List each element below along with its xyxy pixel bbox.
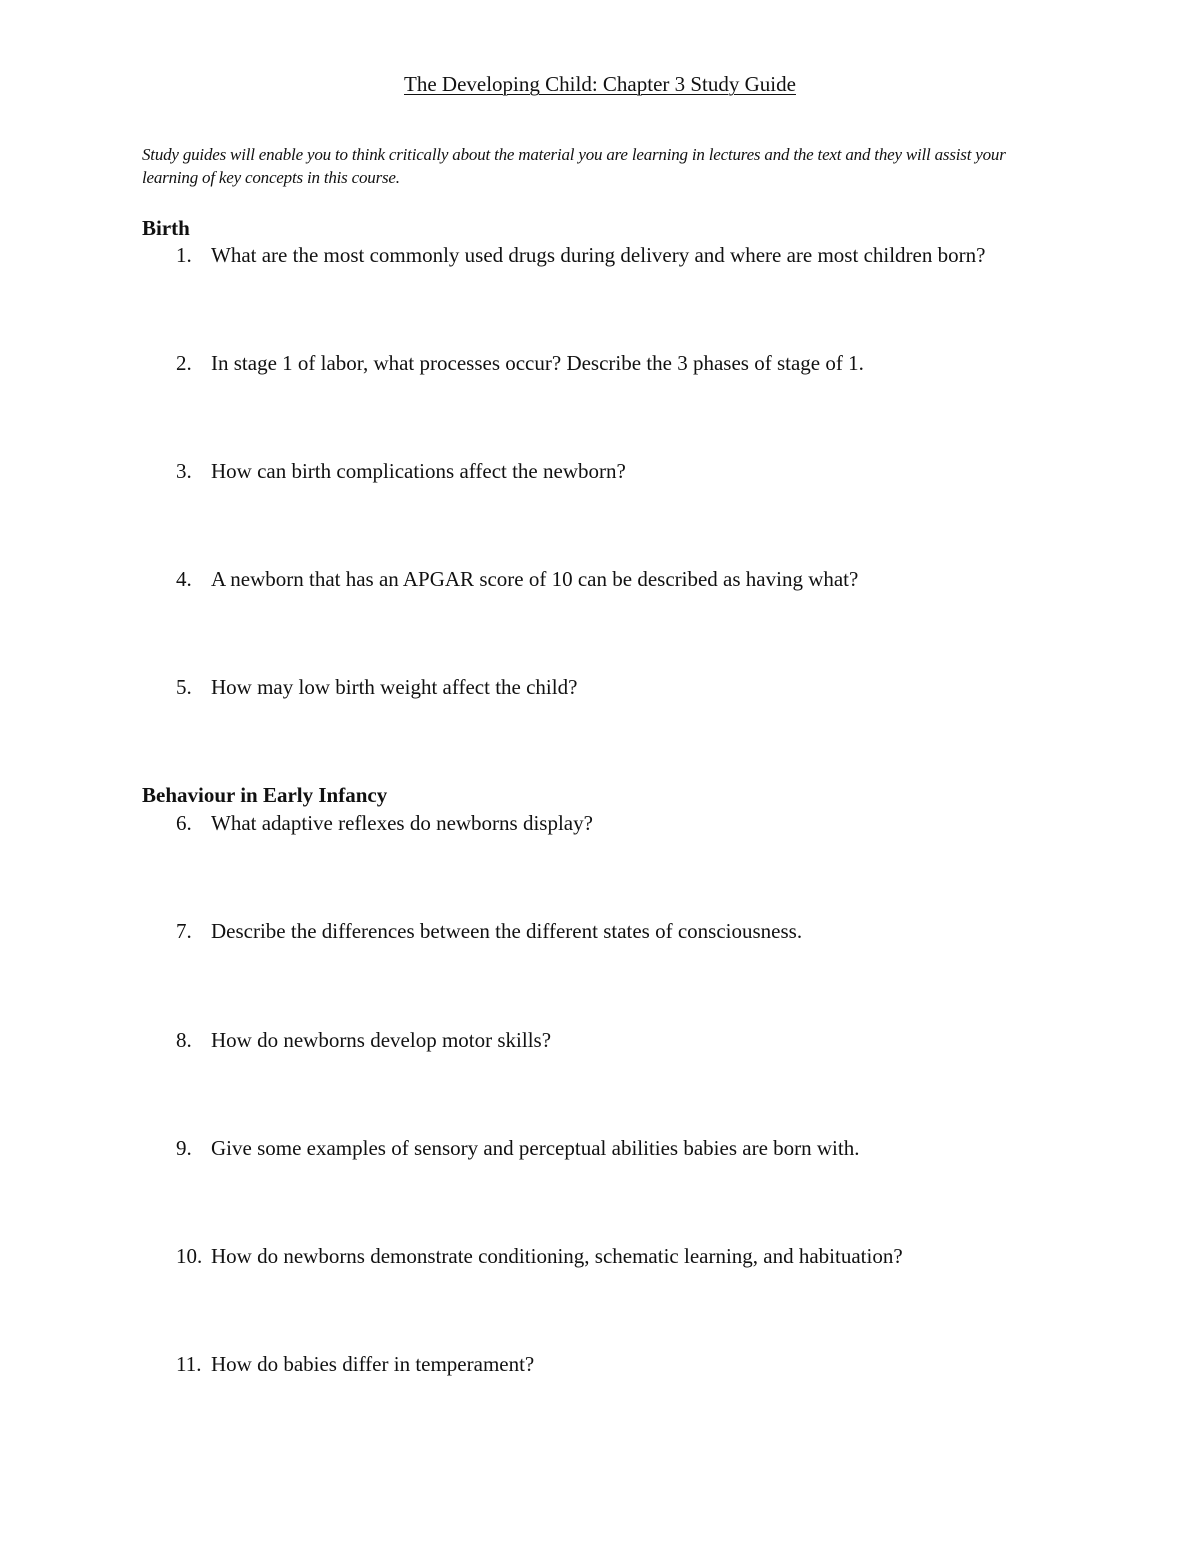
question-text: What adaptive reflexes do newborns display? bbox=[211, 811, 593, 835]
question-text: A newborn that has an APGAR score of 10 can be described as having what? bbox=[211, 567, 859, 591]
question-6 bbox=[142, 809, 1042, 837]
section-heading-birth: Birth bbox=[142, 216, 190, 240]
question-number: 2. bbox=[176, 351, 192, 375]
question-text: How do newborns develop motor skills? bbox=[211, 1028, 552, 1052]
question-3 bbox=[142, 457, 1042, 485]
question-7 bbox=[142, 917, 1042, 945]
question-text: Describe the differences between the different states of consciousness. bbox=[211, 919, 803, 943]
question-text: How do newborns demonstrate conditioning, schematic learning, and habituation? bbox=[211, 1244, 903, 1268]
question-5 bbox=[142, 673, 1042, 701]
question-number: 9. bbox=[176, 1136, 192, 1160]
question-number: 7. bbox=[176, 919, 192, 943]
question-11 bbox=[142, 1350, 1042, 1378]
question-2 bbox=[142, 349, 1042, 377]
question-text: How can birth complications affect the newborn? bbox=[211, 459, 626, 483]
question-8 bbox=[142, 1026, 1042, 1054]
question-text: In stage 1 of labor, what processes occur? Describe the 3 phases of stage of 1. bbox=[211, 351, 864, 375]
question-10 bbox=[142, 1242, 1042, 1270]
question-text: Give some examples of sensory and perceptual abilities babies are born with. bbox=[211, 1136, 860, 1160]
intro-paragraph: Study guides will enable you to think critically about the material you are learning in lectures and the text and they will assist your learning of key concepts in this course. bbox=[142, 145, 1006, 187]
question-number: 1. bbox=[176, 243, 192, 267]
question-9 bbox=[142, 1134, 1042, 1162]
question-number: 4. bbox=[176, 567, 192, 591]
question-number: 5. bbox=[176, 675, 192, 699]
section-heading-behaviour: Behaviour in Early Infancy bbox=[142, 783, 388, 807]
question-4 bbox=[142, 565, 1042, 593]
page-title: The Developing Child: Chapter 3 Study Guide bbox=[404, 72, 796, 96]
question-number: 11. bbox=[176, 1352, 202, 1376]
question-text: How do babies differ in temperament? bbox=[211, 1352, 535, 1376]
question-text: How may low birth weight affect the child? bbox=[211, 675, 578, 699]
question-number: 6. bbox=[176, 811, 192, 835]
question-number: 10. bbox=[176, 1244, 203, 1268]
question-number: 3. bbox=[176, 459, 192, 483]
question-1 bbox=[142, 241, 1042, 269]
question-number: 8. bbox=[176, 1028, 192, 1052]
question-text: What are the most commonly used drugs during delivery and where are most children born? bbox=[211, 243, 986, 267]
